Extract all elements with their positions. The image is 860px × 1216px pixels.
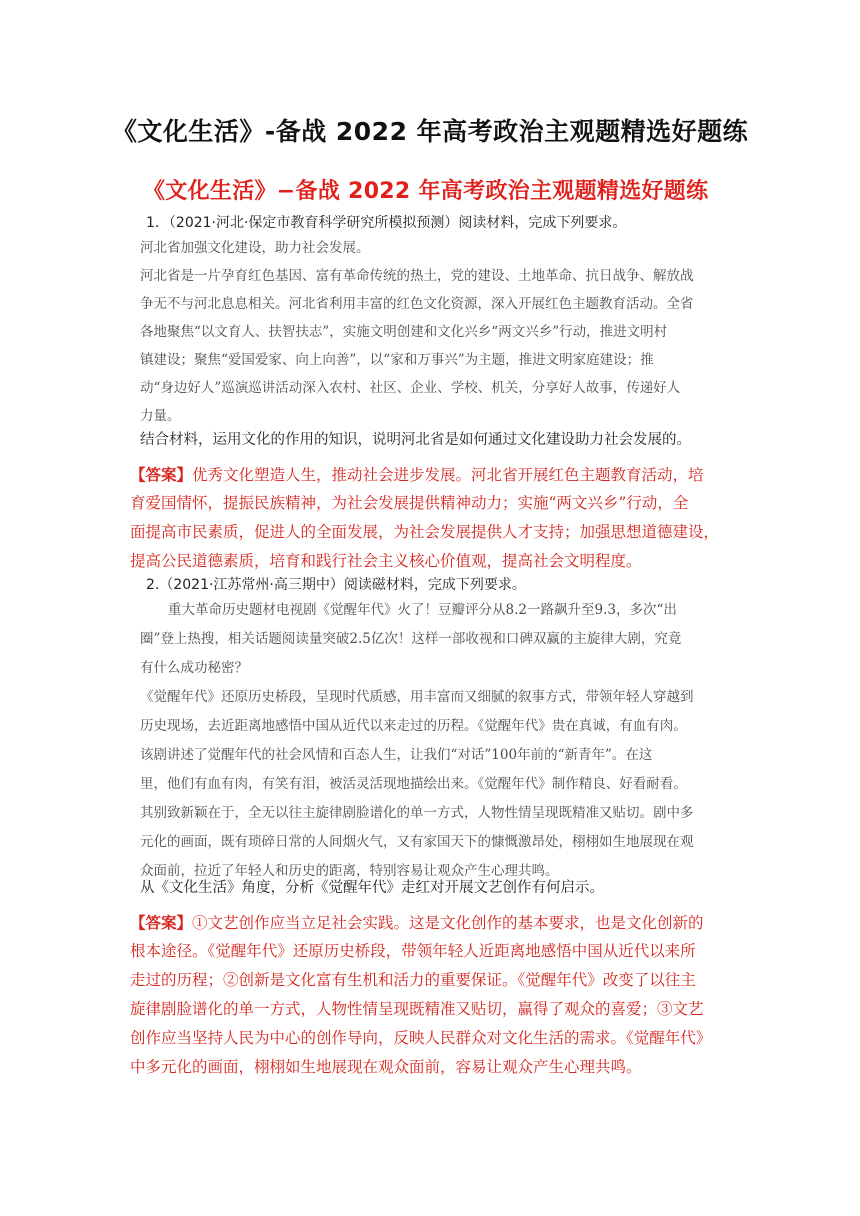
material-line: 动“身边好人”巡演巡讲活动深入农村、社区、企业、学校、机关，分享好人故事，传递好人 (140, 380, 681, 396)
answer-line: 提高公民道德素质，培育和践行社会主义核心价值观，提高社会文明程度。 (130, 552, 642, 570)
answer-line: 创作应当坚持人民为中心的创作导向，反映人民群众对文化生活的需求。《觉醒年代》 (130, 1029, 712, 1047)
material-line: 圈”登上热搜，相关话题阅读量突破2.5亿次！这样一部收视和口碑双赢的主旋律大剧，究竟 (140, 631, 682, 647)
question-1-prompt: 结合材料，运用文化的作用的知识，说明河北省是如何通过文化建设助力社会发展的。 (140, 432, 691, 448)
answer-line: 面提高市民素质，促进人的全面发展，为社会发展提供人才支持；加强思想道德建设， (130, 523, 720, 541)
material-line: 镇建设；聚焦“爱国爱家、向上向善”，以“家和万事兴”为主题，推进文明家庭建设；推 (140, 352, 654, 368)
material-line: 里，他们有血有肉，有笑有泪，被活灵活现地描绘出来。《觉醒年代》制作精良、好看耐看。 (140, 776, 687, 792)
answer-line: 走过的历程；②创新是文化富有生机和活力的重要保证。《觉醒年代》改变了以往主 (130, 971, 696, 989)
question-2-answer (130, 908, 730, 1082)
answer-tag: 【答案】 (130, 465, 193, 484)
answer-tag: 【答案】 (130, 913, 193, 932)
material-line: 元化的画面，既有琐碎日常的人间烟火气，又有家国天下的慷慨激昂处，栩栩如生地展现在观 (140, 834, 694, 850)
answer-line: 旋律剧脸谱化的单一方式，人物性情呈现既精准又贴切，赢得了观众的喜爱；③文艺 (130, 1000, 704, 1018)
question-2-prompt: 从《文化生活》角度，分析《觉醒年代》走红对开展文艺创作有何启示。 (140, 880, 604, 896)
material-line: 有什么成功秘密？ (140, 660, 248, 676)
answer-line: 根本途径。《觉醒年代》还原历史桥段，带领年轻人近距离地感悟中国从近代以来所 (130, 942, 696, 960)
material-line: 该剧讲述了觉醒年代的社会风情和百态人生，让我们“对话”100年前的“新青年”。在这 (140, 747, 653, 763)
material-line: 争无不与河北息息相关。河北省利用丰富的红色文化资源，深入开展红色主题教育活动。全省 (140, 296, 694, 312)
answer-line: ①文艺创作应当立足社会实践。这是文化创作的基本要求，也是文化创新的 (192, 914, 704, 932)
question-1-answer (130, 460, 730, 576)
answer-line: 育爱国情怀，提振民族精神，为社会发展提供精神动力；实施“两文兴乡”行动，全 (130, 494, 689, 512)
material-line: 河北省是一片孕育红色基因、富有革命传统的热土，党的建设、土地革命、抗日战争、解放战 (140, 268, 694, 284)
question-2-material (140, 596, 730, 886)
material-line: 历史现场，去近距离地感悟中国从近代以来走过的历程。《觉醒年代》贵在真诚，有血有肉。 (140, 718, 687, 734)
material-line: 力量。 (140, 408, 181, 424)
material-line: 重大革命历史题材电视剧《觉醒年代》火了！豆瓣评分从8.2一路飙升至9.3，多次“出 (168, 602, 677, 618)
material-line: 其别致新颖在于，全无以往主旋律剧脸谱化的单一方式，人物性情呈现既精准又贴切。剧中多 (140, 805, 694, 821)
question-1-header: 1．（2021·河北·保定市教育科学研究所模拟预测）阅读材料，完成下列要求。 (146, 215, 627, 231)
document-subtitle: 《文化生活》−备战 2022 年高考政治主观题精选好题练 (143, 179, 709, 204)
document-title: 《文化生活》-备战 2022 年高考政治主观题精选好题练 (111, 117, 749, 146)
question-1-material (140, 234, 730, 430)
material-line: 《觉醒年代》还原历史桥段，呈现时代质感，用丰富而又细腻的叙事方式，带领年轻人穿越到 (140, 689, 694, 705)
material-line: 各地聚焦“以文育人、扶智扶志”，实施文明创建和文化兴乡“两文兴乡”行动，推进文明村 (140, 324, 668, 340)
question-2-header: 2.（2021·江苏常州·高三期中）阅读磁材料，完成下列要求。 (146, 577, 526, 593)
answer-line: 优秀文化塑造人生，推动社会进步发展。河北省开展红色主题教育活动，培 (192, 466, 704, 484)
answer-line: 中多元化的画面，栩栩如生地展现在观众面前，容易让观众产生心理共鸣。 (130, 1058, 642, 1076)
material-line: 河北省加强文化建设，助力社会发展。 (140, 240, 370, 256)
material-line: 众面前，拉近了年轻人和历史的距离，特别容易让观众产生心理共鸣。 (140, 863, 559, 879)
